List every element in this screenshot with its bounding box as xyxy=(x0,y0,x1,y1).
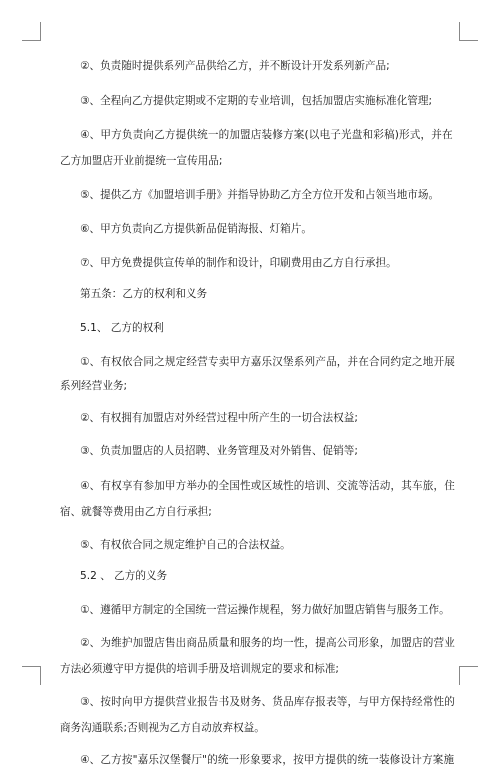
paragraph-line: ⑥、甲方负责向乙方提供新品促销海报、灯箱片。 xyxy=(80,223,312,235)
subsection-heading: 5.2 、 乙方的义务 xyxy=(80,570,168,582)
paragraph-line: 系列经营业务; xyxy=(60,380,128,392)
paragraph-line: ⑦、甲方免费提供宣传单的制作和设计，印刷费用由乙方自行承担。 xyxy=(80,257,397,269)
crop-mark-top-right xyxy=(459,22,478,41)
paragraph-line: ④、乙方按"嘉乐汉堡餐厅"的统一形象要求，按甲方提供的统一装修设计方案施 xyxy=(80,754,455,766)
paragraph-line: ③、按时向甲方提供营业报告书及财务、货品库存报表等，与甲方保持经常性的 xyxy=(80,696,455,708)
paragraph-line: ⑤、提供乙方《加盟培训手册》并指导协助乙方全方位开发和占领当地市场。 xyxy=(80,189,440,201)
paragraph-line: ②、负责随时提供系列产品供给乙方，并不断设计开发系列新产品; xyxy=(80,60,390,72)
paragraph-line: ③、负责加盟店的人员招聘、业务管理及对外销售、促销等; xyxy=(80,445,358,457)
paragraph-line: ③、全程向乙方提供定期或不定期的专业培训，包括加盟店实施标准化管理; xyxy=(80,95,433,107)
paragraph-line: ②、有权拥有加盟店对外经营过程中所产生的一切合法权益; xyxy=(80,412,358,424)
paragraph-line: 商务沟通联系;否则视为乙方自动放弃权益。 xyxy=(60,722,265,734)
paragraph-line: 乙方加盟店开业前提统一宣传用品; xyxy=(60,155,223,167)
paragraph-line: ①、有权依合同之规定经营专卖甲方嘉乐汉堡系列产品，并在合同约定之地开展 xyxy=(80,356,455,368)
paragraph-line: 宿、就餐等费用由乙方自行承担; xyxy=(60,506,212,518)
paragraph-line: ①、遵循甲方制定的全国统一营运操作规程，努力做好加盟店销售与服务工作。 xyxy=(80,604,450,616)
crop-mark-top-left xyxy=(22,22,41,41)
crop-mark-bottom-left xyxy=(22,666,41,685)
section-heading: 第五条：乙方的权利和义务 xyxy=(80,288,208,300)
paragraph-line: ⑤、有权依合同之规定维护自己的合法权益。 xyxy=(80,539,291,551)
crop-mark-bottom-right xyxy=(459,666,478,685)
paragraph-line: ②、为维护加盟店售出商品质量和服务的均一性，提高公司形象，加盟店的营业 xyxy=(80,637,455,649)
paragraph-line: 方法必须遵守甲方提供的培训手册及培训规定的要求和标准; xyxy=(60,663,340,675)
paragraph-line: ④、甲方负责向乙方提供统一的加盟店装修方案(以电子光盘和彩稿)形式，并在 xyxy=(80,129,453,141)
subsection-heading: 5.1、 乙方的权利 xyxy=(80,322,164,334)
paragraph-line: ④、有权享有参加甲方举办的全国性或区域性的培训、交流等活动，其车旅，住 xyxy=(80,480,455,492)
